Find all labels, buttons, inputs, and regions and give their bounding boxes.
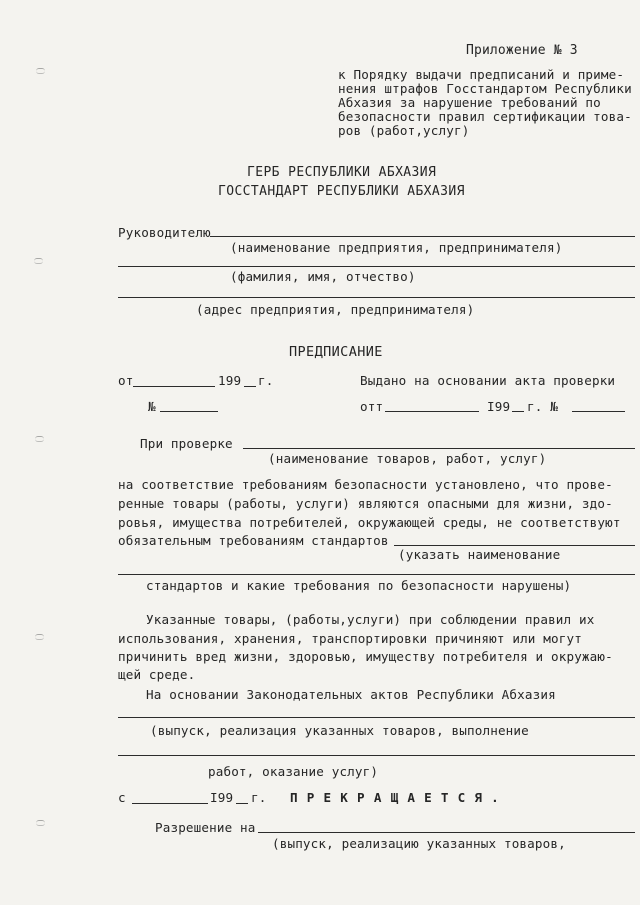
act-year-prefix: I99 <box>487 399 511 414</box>
issued-basis: Выдано на основании акта проверки <box>360 373 616 388</box>
appendix-line-4: безопасности правил сертификации това- <box>338 109 632 124</box>
punch-mark <box>36 68 45 74</box>
appendix-line-3: Абхазия за нарушение требований по <box>338 95 601 110</box>
punch-mark <box>36 820 45 826</box>
stop-year-line[interactable] <box>236 803 248 804</box>
act-year-line[interactable] <box>512 411 524 412</box>
punch-mark <box>35 436 44 442</box>
laws-hint-1: (выпуск, реализация указанных товаров, выполнение <box>150 723 529 738</box>
inspection-body-1: на соответствие требованиям безопасности установлено, что прове- <box>118 477 613 492</box>
stop-prefix: с <box>118 790 126 805</box>
date-from-label: от <box>118 373 134 388</box>
date-year-suffix: г. <box>258 373 274 388</box>
recipient-name-line[interactable] <box>210 236 635 237</box>
appendix-line-5: ров (работ,услуг) <box>338 123 470 138</box>
recipient-label: Руководителю <box>118 225 211 240</box>
danger-line-1: Указанные товары, (работы,услуги) при соблюдении правил их <box>146 612 595 627</box>
act-date-line[interactable] <box>385 411 479 412</box>
date-year-line[interactable] <box>244 386 256 387</box>
standards-line-2[interactable] <box>118 574 635 575</box>
recipient-name-hint: (наименование предприятия, предпринимателя) <box>230 240 563 255</box>
standards-hint: (указать наименование <box>398 547 561 562</box>
permission-label: Разрешение на <box>155 820 256 835</box>
punch-mark <box>35 634 44 640</box>
inspection-goods-line[interactable] <box>243 448 635 449</box>
inspection-body-3: ровья, имущества потребителей, окружающей среды, не соответствуют <box>118 515 621 530</box>
permission-line[interactable] <box>258 832 635 833</box>
number-sign: № <box>148 399 156 414</box>
header-coat-of-arms: ГЕРБ РЕСПУБЛИКИ АБХАЗИЯ <box>247 165 437 180</box>
stop-year: I99 <box>210 790 234 805</box>
stop-date-line[interactable] <box>132 803 208 804</box>
date-day-line[interactable] <box>133 386 215 387</box>
danger-line-2: использования, хранения, транспортировки причиняют или могут <box>118 631 582 646</box>
danger-line-4: щей среде. <box>118 667 196 682</box>
recipient-address-hint: (адрес предприятия, предпринимателя) <box>196 302 475 317</box>
document-title: ПРЕДПИСАНИЕ <box>289 344 383 360</box>
recipient-fio-hint: (фамилия, имя, отчество) <box>230 269 416 284</box>
appendix-title: Приложение № 3 <box>466 43 578 58</box>
recipient-fio-line[interactable] <box>118 266 635 267</box>
inspection-body-2: ренные товары (работы, услуги) являются опасными для жизни, здо- <box>118 496 613 511</box>
act-from-label: отт <box>360 399 384 414</box>
permission-hint: (выпуск, реализацию указанных товаров, <box>272 836 566 851</box>
inspection-goods-hint: (наименование товаров, работ, услуг) <box>268 451 547 466</box>
standards-line[interactable] <box>394 545 635 546</box>
inspection-label: При проверке <box>140 436 233 451</box>
standards-hint-2: стандартов и какие требования по безопасности нарушены) <box>146 578 572 593</box>
laws-line: На основании Законодательных актов Республики Абхазия <box>146 687 556 702</box>
recipient-address-line[interactable] <box>118 297 635 298</box>
laws-field-line-2[interactable] <box>118 755 635 756</box>
number-line[interactable] <box>160 411 218 412</box>
stop-year-suffix: г. <box>251 790 267 805</box>
header-agency: ГОССТАНДАРТ РЕСПУБЛИКИ АБХАЗИЯ <box>218 184 465 199</box>
punch-mark <box>34 258 43 264</box>
date-year-prefix: 199 <box>218 373 242 388</box>
appendix-line-1: к Порядку выдачи предписаний и приме- <box>338 67 625 82</box>
stop-action: П Р Е К Р А Щ А Е Т С Я . <box>290 790 500 805</box>
inspection-body-4: обязательным требованиям стандартов <box>118 533 389 548</box>
appendix-line-2: нения штрафов Госстандартом Республики <box>338 81 632 96</box>
act-number-line[interactable] <box>572 411 625 412</box>
danger-line-3: причинить вред жизни, здоровью, имуществу потребителя и окружаю- <box>118 649 613 664</box>
laws-field-line[interactable] <box>118 717 635 718</box>
laws-hint-2: работ, оказание услуг) <box>208 764 379 779</box>
act-year-suffix: г. № <box>527 399 558 414</box>
